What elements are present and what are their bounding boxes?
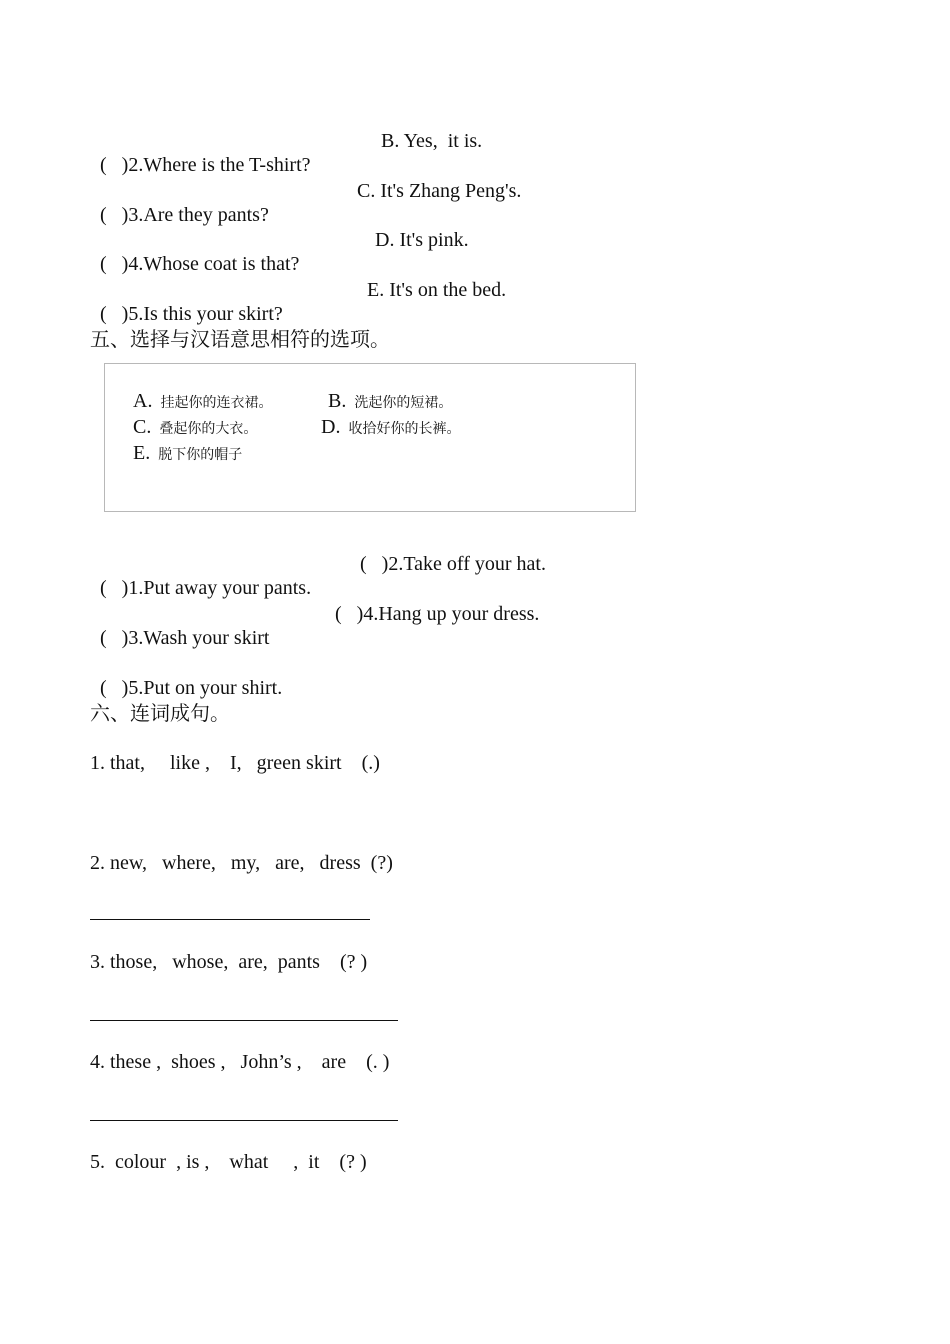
answer-line-4[interactable] [90, 1120, 398, 1121]
answer-option: D. It's pink. [375, 229, 469, 251]
answer-option: E. It's on the bed. [367, 279, 507, 301]
option-text: 脱下你的帽子 [158, 447, 243, 463]
answer-option: B. Yes, it is. [381, 130, 483, 152]
option-letter: B. [328, 390, 347, 412]
question-text: ( )4.Hang up your dress. [335, 603, 540, 625]
option-e [117, 424, 242, 483]
option-text: 洗起你的短裙。 [354, 395, 453, 411]
option-letter: D. [321, 416, 341, 438]
sentence-item-1: 1. that, like , I, green skirt (.) [90, 752, 380, 774]
sentence-item-3: 3. those, whose, are, pants (? ) [90, 951, 368, 973]
option-text: 叠起你的大衣。 [159, 421, 258, 437]
question-text: ( )5.Is this your skirt? [100, 303, 283, 325]
question-text: ( )2.Where is the T-shirt? [100, 154, 311, 176]
question-text: ( )3.Wash your skirt [100, 627, 270, 649]
answer-line-3[interactable] [90, 1020, 398, 1021]
question-text: ( )3.Are they pants? [100, 204, 269, 226]
option-letter: A. [133, 390, 153, 412]
question-text: ( )5.Put on your shirt. [100, 677, 283, 699]
option-letter: E. [133, 442, 151, 464]
section5-row-3 [90, 652, 282, 700]
option-text: 挂起你的连衣裙。 [160, 395, 273, 411]
option-letter: C. [133, 416, 152, 438]
section5-heading: 五、选择与汉语意思相符的选项。 [90, 327, 390, 351]
question-text: ( )4.Whose coat is that? [100, 253, 300, 275]
question-text: ( )1.Put away your pants. [100, 577, 312, 599]
option-text: 收拾好你的长裤。 [348, 421, 461, 437]
sentence-item-2: 2. new, where, my, are, dress (?) [90, 852, 393, 874]
answer-option: C. It's Zhang Peng's. [357, 180, 522, 202]
answer-line-2[interactable] [90, 919, 370, 920]
sentence-item-4: 4. these , shoes , John’s , are (. ) [90, 1051, 390, 1073]
section6-heading: 六、连词成句。 [90, 701, 230, 725]
option-d [305, 398, 460, 457]
sentence-item-5: 5. colour , is , what , it (? ) [90, 1151, 367, 1173]
question-text: ( )2.Take off your hat. [360, 553, 546, 575]
option-box [104, 363, 636, 512]
